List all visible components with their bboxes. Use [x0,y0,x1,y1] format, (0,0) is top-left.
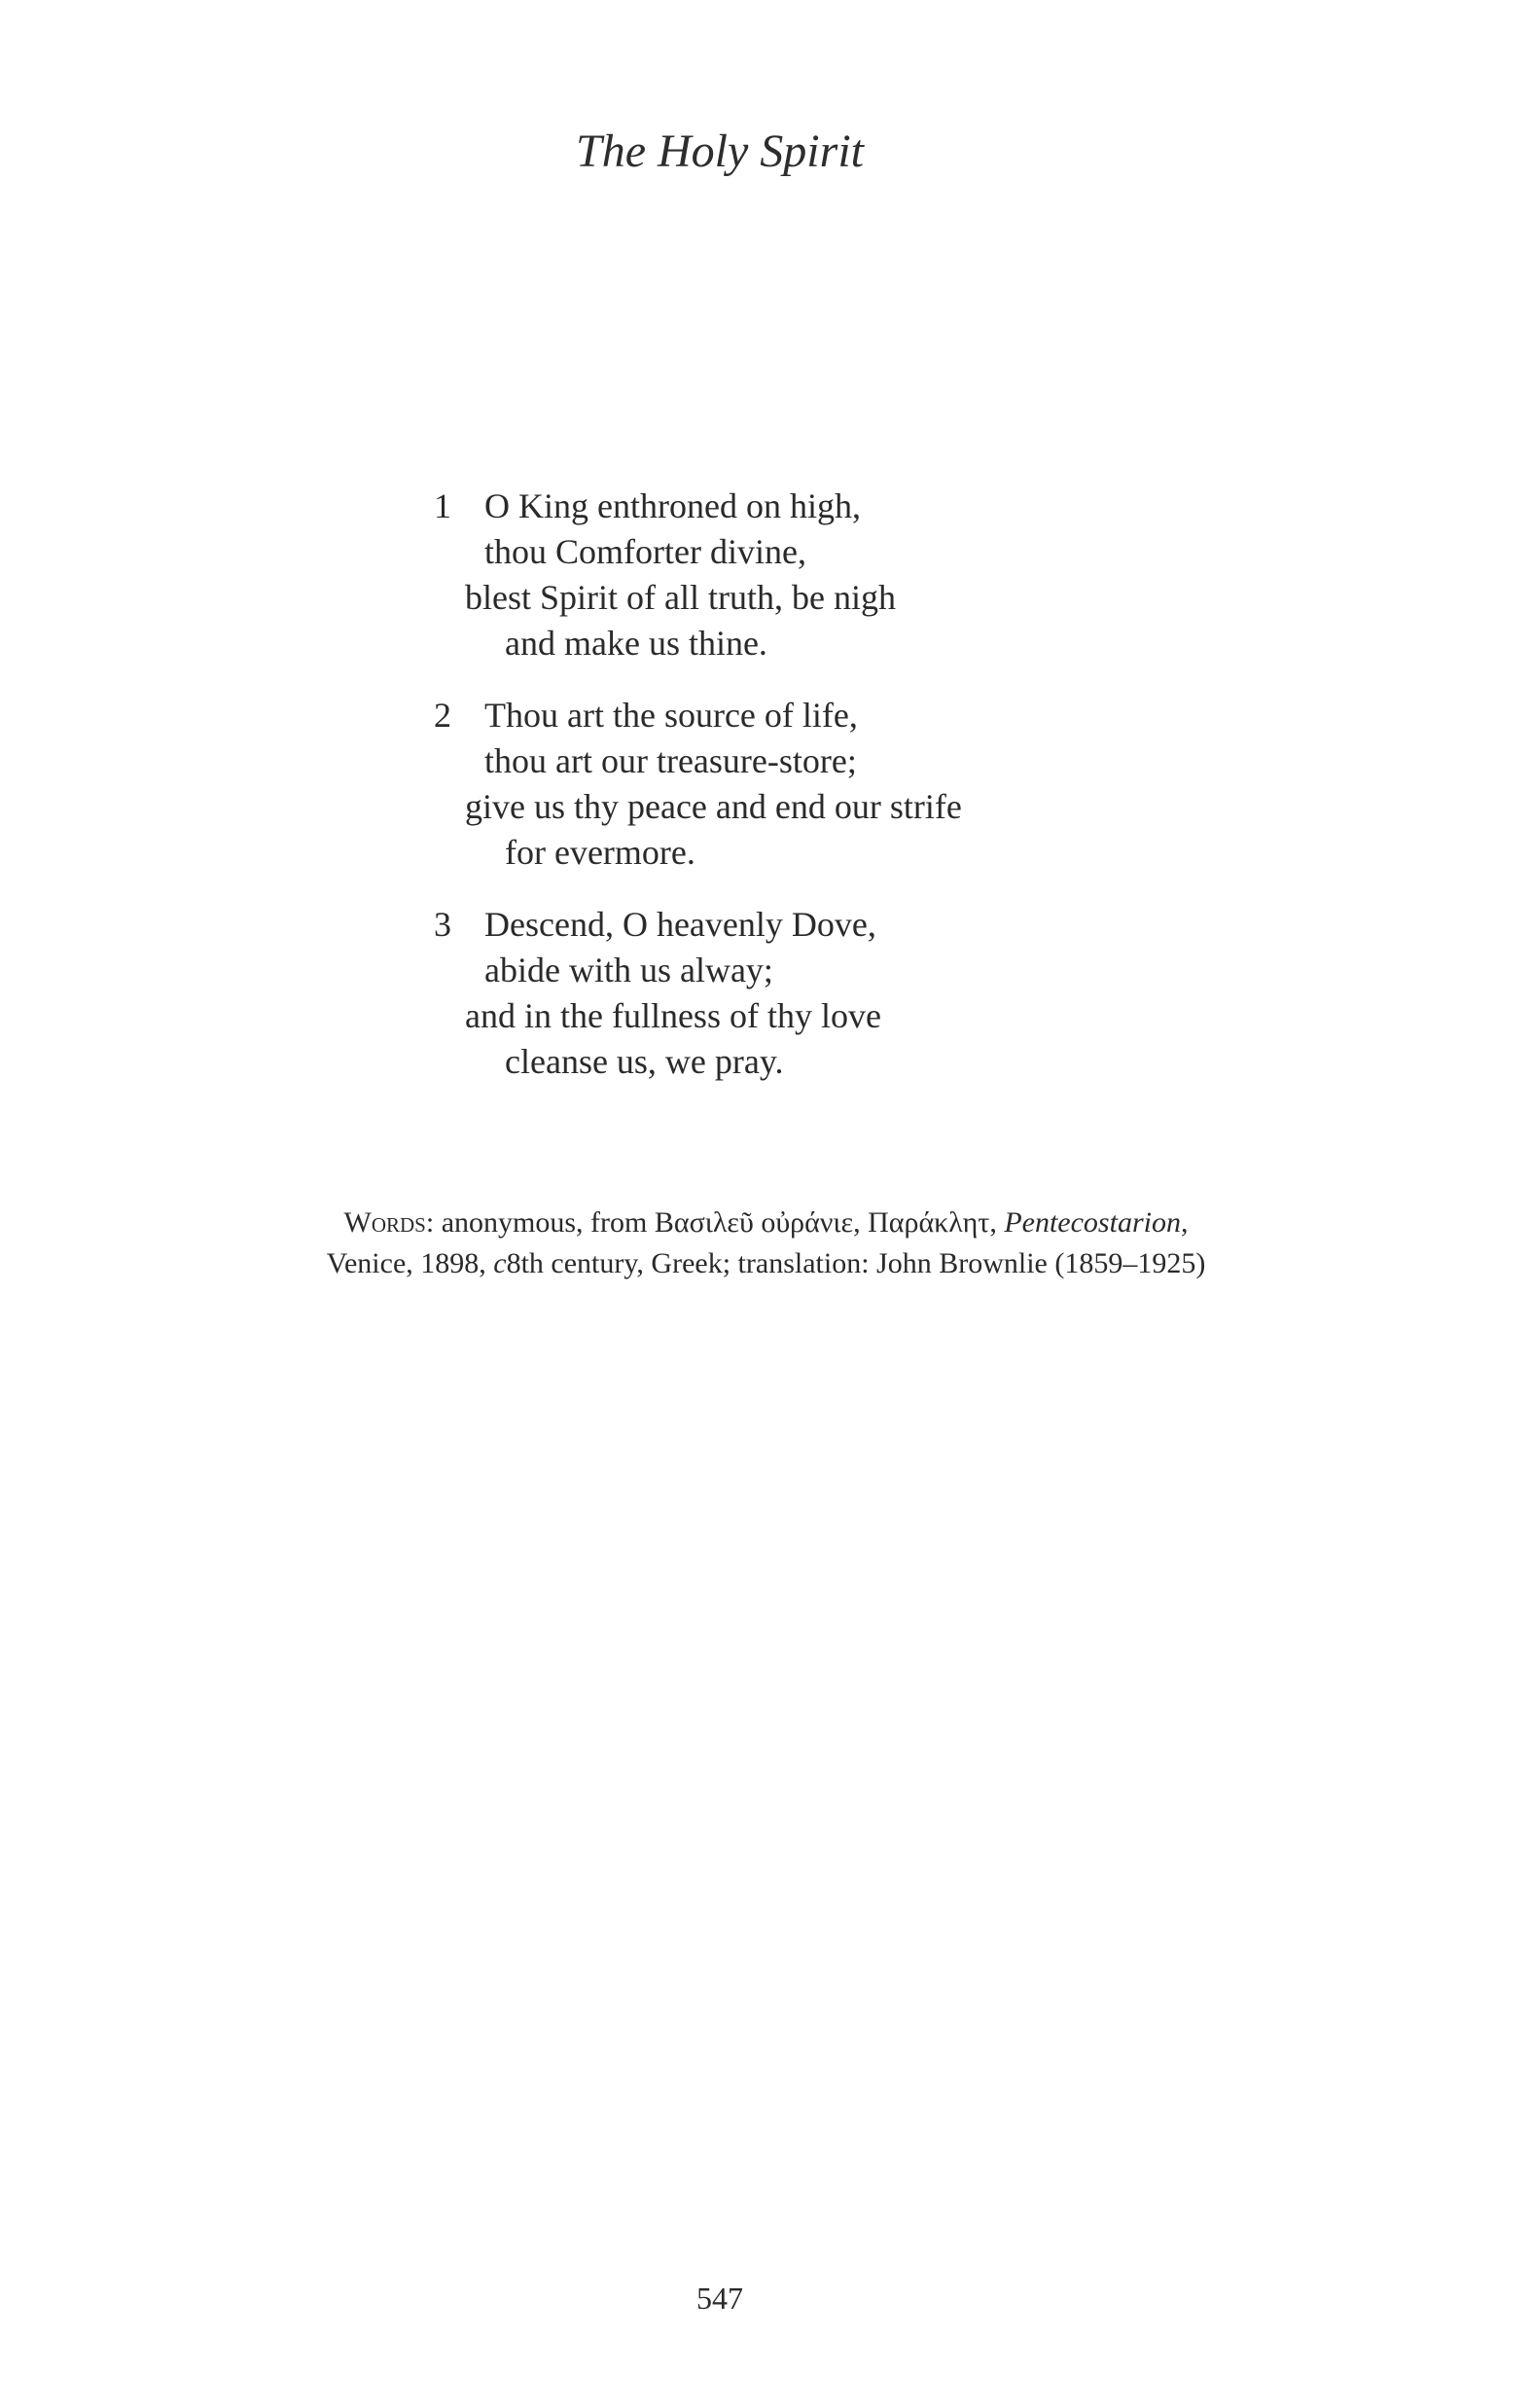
page-title: The Holy Spirit [576,126,864,177]
credits-label: Words [343,1206,426,1239]
stanza-number: 3 [434,905,451,944]
stanza-number: 1 [434,486,451,525]
stanza-line [434,902,1115,948]
stanza-line [434,693,1115,738]
credits-line2-prefix: Venice, 1898, [326,1247,494,1279]
stanza-line-text: Descend, O heavenly Dove, [484,905,876,944]
stanza-line-text: O King enthroned on high, [484,486,861,525]
credits-source: anonymous, from Βασιλεῦ οὐράνιε, Παράκλητ, [441,1206,1005,1239]
hymn-credits [0,1203,1532,1284]
stanza-1 [434,484,1115,666]
page-number: 547 [696,2281,743,2316]
stanza-line-text: Thou art the source of life, [484,696,858,735]
stanza-line: and in the fullness of thy love [465,996,881,1035]
stanza-number: 2 [434,696,451,735]
stanza-line: and make us thine. [505,624,767,663]
stanza-line: for evermore. [505,833,695,872]
stanza-3 [434,902,1115,1085]
credits-separator: : [425,1206,442,1239]
credits-source-title: Pentecostarion [1004,1206,1181,1239]
stanza-line: blest Spirit of all truth, be nigh [465,578,896,617]
credits-line1-end: , [1180,1206,1189,1239]
stanza-line: give us thy peace and end our strife [465,787,962,826]
stanza-line [434,484,1115,529]
stanza-line: thou art our treasure-store; [484,741,857,780]
credits-line-1 [0,1203,1532,1243]
stanza-line: cleanse us, we pray. [505,1042,784,1081]
credits-line-2 [0,1243,1532,1284]
credits-line2-rest: 8th century, Greek; translation: John Brownlie (1859–1925) [506,1247,1206,1279]
hymn-text [434,484,1115,1111]
stanza-line: thou Comforter divine, [484,532,806,571]
stanza-line: abide with us alway; [484,951,773,989]
stanza-2 [434,693,1115,876]
credits-circa: c [493,1247,507,1279]
